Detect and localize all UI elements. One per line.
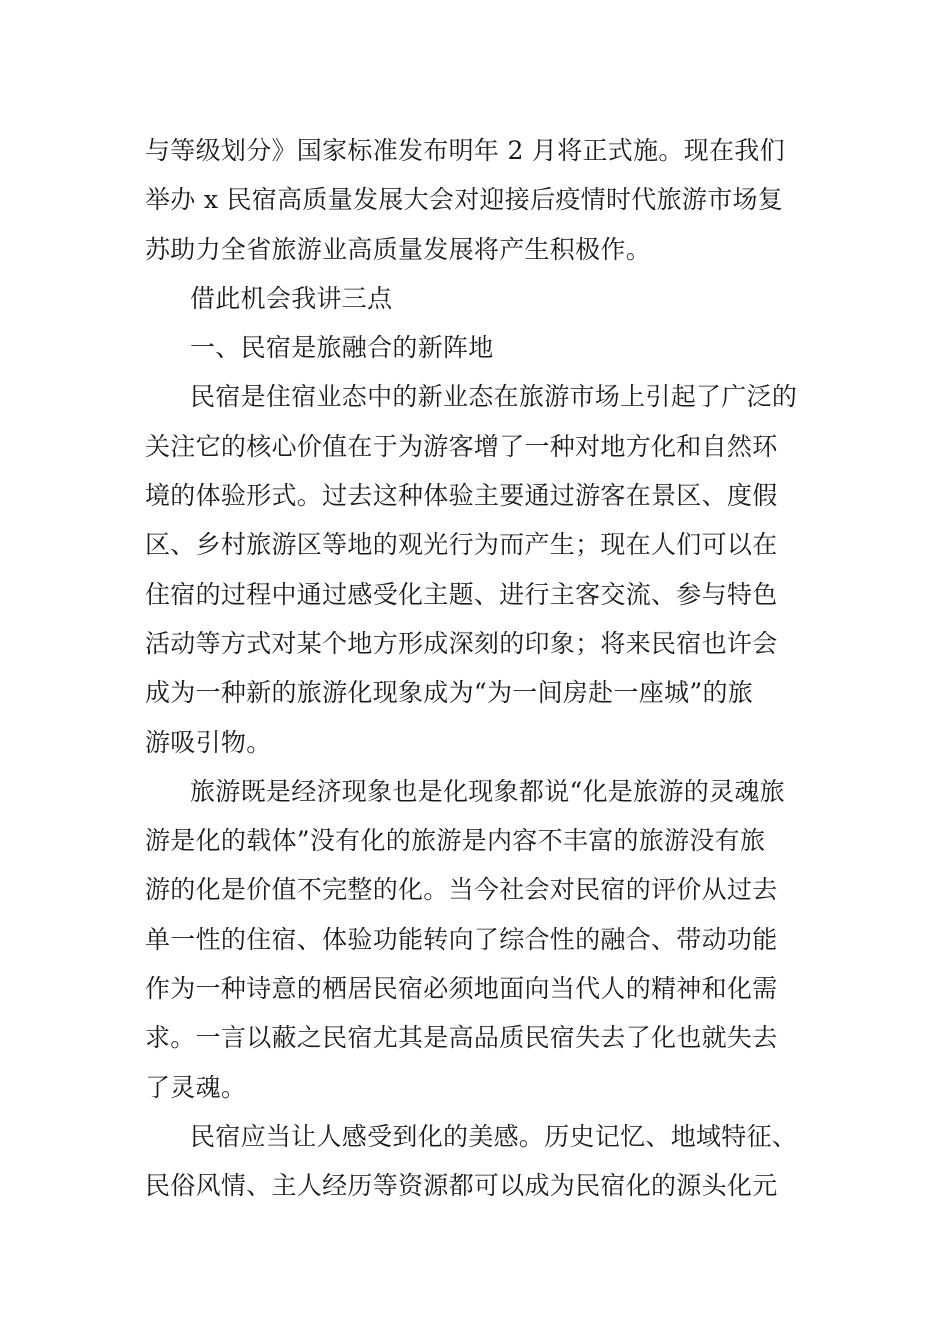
section-heading: 一、民宿是旅融合的新阵地 <box>190 333 494 363</box>
document-body <box>145 126 810 1211</box>
text-line: 民宿是住宿业态中的新业态在旅游市场上引起了广泛的 <box>190 382 798 412</box>
text-line: 举办 x 民宿高质量发展大会对迎接后疫情时代旅游市场复 <box>145 185 784 215</box>
text-line: 区、乡村旅游区等地的观光行为而产生；现在人们可以在 <box>145 530 778 560</box>
text-line: 旅游既是经济现象也是化现象都说“化是旅游的灵魂旅 <box>190 776 785 806</box>
text-line: 单一性的住宿、体验功能转向了综合性的融合、带动功能 <box>145 924 778 954</box>
text-line: 活动等方式对某个地方形成深刻的印象；将来民宿也许会 <box>145 628 778 658</box>
text-line: 游吸引物。 <box>145 727 272 757</box>
text-line: 民宿应当让人感受到化的美感。历史记忆、地域特征、 <box>190 1121 798 1151</box>
text-line: 关注它的核心价值在于为游客增了一种对地方化和自然环 <box>145 431 778 461</box>
text-line: 游是化的载体”没有化的旅游是内容不丰富的旅游没有旅 <box>145 826 766 856</box>
text-line: 求。一言以蔽之民宿尤其是高品质民宿失去了化也就失去 <box>145 1023 778 1053</box>
text-line: 住宿的过程中通过感受化主题、进行主客交流、参与特色 <box>145 579 778 609</box>
text-line: 了灵魂。 <box>145 1072 247 1102</box>
text-line: 境的体验形式。过去这种体验主要通过游客在景区、度假 <box>145 481 778 511</box>
text-line: 民俗风情、主人经历等资源都可以成为民宿化的源头化元 <box>145 1171 778 1201</box>
text-line: 与等级划分》国家标准发布明年 2 月将正式施。现在我们 <box>145 136 785 165</box>
text-line: 成为一种新的旅游化现象成为“为一间房赴一座城”的旅 <box>145 678 754 708</box>
text-line: 借此机会我讲三点 <box>190 283 393 313</box>
text-line: 游的化是价值不完整的化。当今社会对民宿的评价从过去 <box>145 875 778 905</box>
text-line: 作为一种诗意的栖居民宿必须地面向当代人的精神和化需 <box>145 974 778 1004</box>
text-line: 苏助力全省旅游业高质量发展将产生积极作。 <box>145 234 652 264</box>
